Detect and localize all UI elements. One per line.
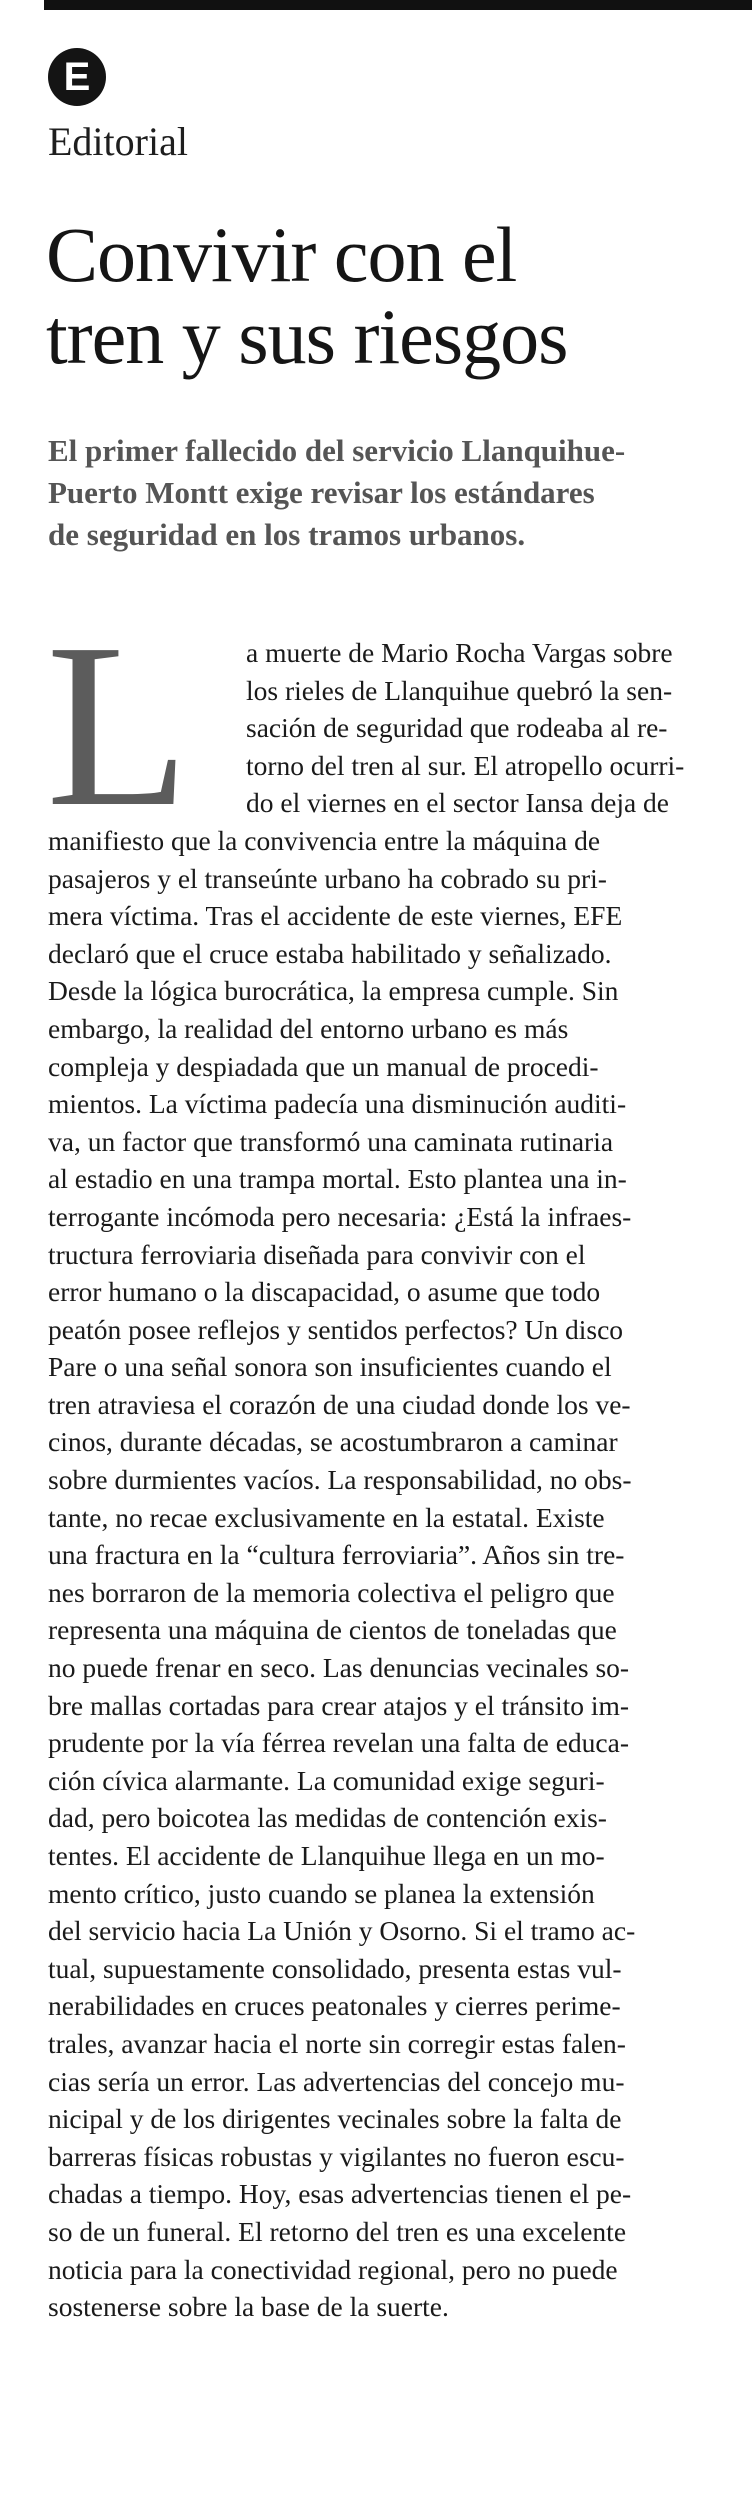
article-line: los rieles de Llanquihue quebró la sen- <box>246 674 673 706</box>
article-line: declaró que el cruce estaba habilitado y señalizado. <box>48 937 612 969</box>
article-line: Desde la lógica burocrática, la empresa cumple. Sin <box>48 975 619 1007</box>
article-line: manifiesto que la convivencia entre la máquina de <box>48 824 601 856</box>
article-line: no puede frenar en seco. Las denuncias vecinales so- <box>48 1652 630 1684</box>
drop-cap: L <box>46 595 190 855</box>
article-line: nicipal y de los dirigentes vecinales sobre la falta de <box>48 2103 622 2135</box>
article-line: peatón posee reflejos y sentidos perfectos? Un disco <box>48 1313 624 1345</box>
article-line: so de un funeral. El retorno del tren es una excelente <box>48 2215 627 2247</box>
article-line: cinos, durante décadas, se acostumbraron a caminar <box>48 1426 618 1458</box>
article-line: pasajeros y el transeúnte urbano ha cobrado su pri- <box>48 862 607 894</box>
article-line: tual, supuestamente consolidado, presenta estas vul- <box>48 1952 622 1984</box>
article-body <box>48 634 748 2326</box>
article-line: torno del tren al sur. El atropello ocurri- <box>246 749 685 781</box>
article-line: mera víctima. Tras el accidente de este viernes, EFE <box>48 900 623 932</box>
article-line: tructura ferroviaria diseñada para convivir con el <box>48 1238 586 1270</box>
article-line: va, un factor que transformó una caminata rutinaria <box>48 1125 614 1157</box>
article-line: terrogante incómoda pero necesaria: ¿Está la infraes- <box>48 1200 632 1232</box>
article-line: compleja y despiadada que un manual de procedi- <box>48 1050 599 1082</box>
article-line: tren atraviesa el corazón de una ciudad donde los ve- <box>48 1388 631 1420</box>
article-line: representa una máquina de cientos de toneladas que <box>48 1614 617 1646</box>
article-line: ción cívica alarmante. La comunidad exige seguri- <box>48 1764 605 1796</box>
article-line: embargo, la realidad del entorno urbano es más <box>48 1012 569 1044</box>
article-line: mientos. La víctima padecía una disminución auditi- <box>48 1088 627 1120</box>
article-line: do el viernes en el sector Iansa deja de <box>246 787 670 819</box>
article-line: al estadio en una trampa mortal. Esto plantea una in- <box>48 1163 627 1195</box>
article-line: tentes. El accidente de Llanquihue llega en un mo- <box>48 1840 605 1871</box>
article-line: mento crítico, justo cuando se planea la extensión <box>48 1877 595 1909</box>
article-line: una fractura en la “cultura ferroviaria”. Años sin tre- <box>48 1539 625 1571</box>
article-line: nerabilidades en cruces peatonales y cierres perime- <box>48 1990 621 2022</box>
article-line: bre mallas cortadas para crear atajos y el tránsito im- <box>48 1689 630 1721</box>
headline-line: tren y sus riesgos <box>46 293 568 380</box>
lede <box>48 430 748 556</box>
article-line: tante, no recae exclusivamente en la estatal. Existe <box>48 1501 605 1533</box>
top-rule <box>44 0 752 10</box>
section-label: Editorial <box>48 119 188 164</box>
article-line: prudente por la vía férrea revelan una falta de educa- <box>48 1727 629 1759</box>
article-line: barreras físicas robustas y vigilantes no fueron escu- <box>48 2140 625 2172</box>
article-line: dad, pero boicotea las medidas de contención exis- <box>48 1802 607 1834</box>
article-line: sobre durmientes vacíos. La responsabilidad, no obs- <box>48 1464 632 1496</box>
lede-line: El primer fallecido del servicio Llanquihue- <box>48 433 626 468</box>
article-line: nes borraron de la memoria colectiva el peligro que <box>48 1576 615 1608</box>
article-line: a muerte de Mario Rocha Vargas sobre <box>246 637 673 668</box>
headline <box>46 211 746 380</box>
article-line: cias sería un error. Las advertencias del concejo mu- <box>48 2065 625 2097</box>
article-line: noticia para la conectividad regional, pero no puede <box>48 2253 618 2285</box>
article-line: sación de seguridad que rodeaba al re- <box>246 712 668 744</box>
article-line: trales, avanzar hacia el norte sin corregir estas falen- <box>48 2027 626 2059</box>
article-line: sostenerse sobre la base de la suerte. <box>48 2291 449 2323</box>
article-line: chadas a tiempo. Hoy, esas advertencias tienen el pe- <box>48 2178 632 2210</box>
editorial-badge-icon: E <box>48 48 106 106</box>
lede-line: de seguridad en los tramos urbanos. <box>48 517 526 552</box>
article-line: error humano o la discapacidad, o asume que todo <box>48 1276 601 1308</box>
article-line: del servicio hacia La Unión y Osorno. Si el tramo ac- <box>48 1915 636 1947</box>
article-line: Pare o una señal sonora son insuficientes cuando el <box>48 1351 612 1383</box>
headline-line: Convivir con el <box>46 211 517 298</box>
lede-line: Puerto Montt exige revisar los estándares <box>48 475 595 510</box>
